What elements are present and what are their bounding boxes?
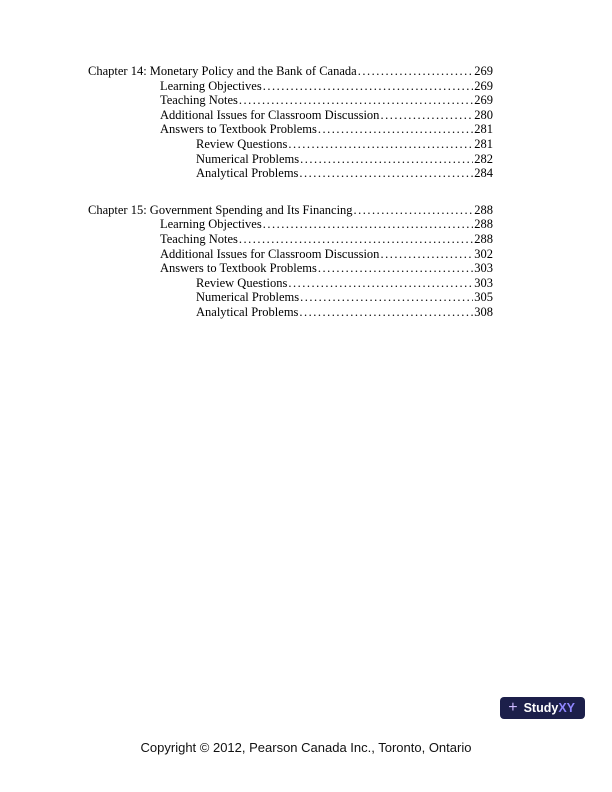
brand-name-xy: XY — [558, 700, 575, 715]
toc-entry-label: Numerical Problems — [196, 151, 300, 166]
toc-entry — [88, 217, 493, 232]
toc-entry-page: 288 — [474, 217, 493, 232]
copyright-footer: Copyright © 2012, Pearson Canada Inc., Toronto, Ontario — [140, 740, 472, 755]
toc-entry — [88, 247, 493, 262]
toc-entry-label: Numerical Problems — [196, 290, 300, 305]
toc-entry — [88, 261, 493, 276]
toc-entry-label: Review Questions — [196, 136, 288, 151]
toc-entry-label: Teaching Notes — [160, 231, 238, 246]
toc-entry-label: Review Questions — [196, 275, 288, 290]
toc-entry-page: 269 — [474, 64, 493, 78]
toc-entry-page: 269 — [474, 78, 493, 93]
dot-leader — [358, 64, 474, 79]
dot-leader — [299, 305, 473, 320]
toc-entry — [88, 276, 493, 291]
toc-entry — [88, 290, 493, 305]
toc-entry-page: 305 — [474, 290, 493, 305]
toc-entry-label: Learning Objectives — [160, 217, 262, 232]
toc-entry-page: 302 — [474, 246, 493, 261]
toc-entry-page: 303 — [474, 275, 493, 290]
toc-entry-label: Analytical Problems — [196, 166, 299, 181]
toc-entry — [88, 108, 493, 123]
dot-leader — [300, 152, 473, 167]
dot-leader — [380, 108, 473, 123]
toc-entry-label: Answers to Textbook Problems — [160, 122, 317, 137]
chapter-block — [88, 203, 493, 320]
dot-leader — [239, 93, 473, 108]
toc-entry-label: Teaching Notes — [160, 93, 238, 108]
studyxy-logo-text — [524, 702, 575, 715]
brand-name-study: Study — [523, 700, 559, 715]
toc-entry — [88, 305, 493, 320]
toc-entry-label: Answers to Textbook Problems — [160, 261, 317, 276]
toc-entry-page: 303 — [474, 261, 493, 276]
toc-entry-label: Chapter 15: Government Spending and Its Financing — [88, 202, 353, 217]
toc-entry — [88, 79, 493, 94]
toc-entry-label: Chapter 14: Monetary Policy and the Bank of Canada — [88, 64, 357, 78]
toc-entry — [88, 152, 493, 167]
studyxy-logo — [500, 697, 585, 719]
dot-leader — [263, 79, 474, 94]
toc-entry-page: 282 — [474, 151, 493, 166]
toc-entry — [88, 232, 493, 247]
toc-entry — [88, 137, 493, 152]
toc-entry — [88, 166, 493, 181]
toc-entry — [88, 64, 493, 79]
dot-leader — [354, 203, 474, 218]
dot-leader — [318, 261, 473, 276]
chapter-block — [88, 64, 493, 181]
toc-entry-label: Additional Issues for Classroom Discussion — [160, 246, 380, 261]
dot-leader — [263, 217, 474, 232]
toc-entry-page: 269 — [474, 93, 493, 108]
toc — [88, 64, 493, 342]
toc-entry-page: 308 — [474, 304, 493, 319]
toc-entry-label: Additional Issues for Classroom Discussion — [160, 107, 380, 122]
toc-entry-page: 280 — [474, 107, 493, 122]
dot-leader — [288, 137, 473, 152]
dot-leader — [318, 122, 473, 137]
dot-leader — [380, 247, 473, 262]
toc-entry — [88, 203, 493, 218]
dot-leader — [299, 166, 473, 181]
toc-entry-page: 284 — [474, 166, 493, 181]
toc-entry-page: 288 — [474, 202, 493, 217]
toc-entry — [88, 93, 493, 108]
plus-icon: + — [508, 699, 518, 716]
toc-entry — [88, 122, 493, 137]
toc-entry-label: Analytical Problems — [196, 304, 299, 319]
dot-leader — [239, 232, 473, 247]
toc-entry-page: 288 — [474, 231, 493, 246]
toc-entry-page: 281 — [474, 136, 493, 151]
dot-leader — [288, 276, 473, 291]
toc-entry-page: 281 — [474, 122, 493, 137]
dot-leader — [300, 290, 473, 305]
toc-entry-label: Learning Objectives — [160, 78, 262, 93]
